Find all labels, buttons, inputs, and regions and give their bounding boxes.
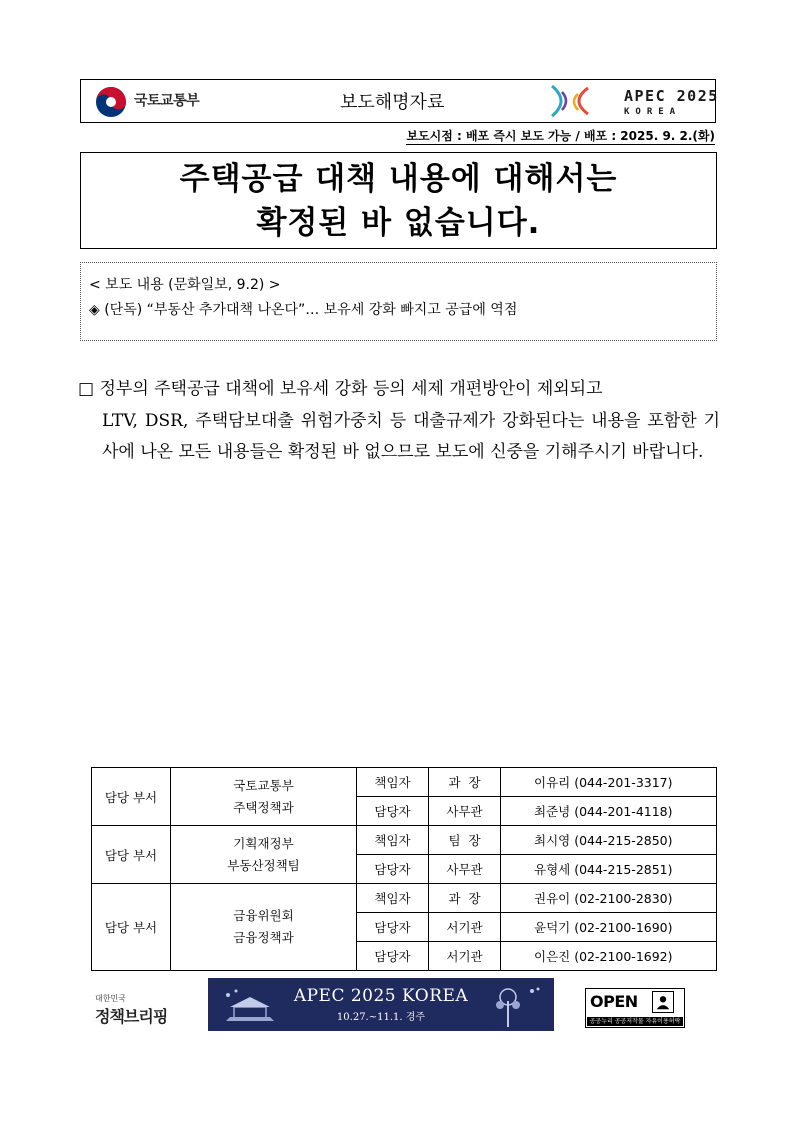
name-phone-cell: 최준녕 (044-201-4118) — [501, 797, 717, 826]
bullet-square-icon: □ — [78, 379, 95, 399]
title-cell: 과 장 — [429, 768, 501, 797]
apec-title: APEC 2025 — [624, 87, 719, 105]
title-box — [80, 152, 717, 249]
dept-name: 국토교통부 — [233, 777, 294, 793]
title-cell: 서기관 — [429, 942, 501, 971]
banner-tree-icon — [488, 983, 543, 1029]
title-cell: 과 장 — [429, 884, 501, 913]
title-line-2: 확정된 바 없습니다. — [256, 204, 541, 241]
report-source: < 보도 내용 (문화일보, 9.2) > — [89, 277, 281, 293]
contact-table — [91, 767, 717, 971]
title-cell: 사무관 — [429, 797, 501, 826]
body-rest: LTV, DSR, 주택담보대출 위험가중치 등 대출규제가 강화된다는 내용을 포함한 기사에 나온 모든 내용들은 확정된 바 없으므로 보도에 신중을 기해주시기 바랍니다. — [102, 410, 720, 462]
apec-subtitle: KOREA — [624, 107, 682, 117]
role-cell: 책임자 — [357, 768, 429, 797]
role-cell: 담당자 — [357, 913, 429, 942]
table-row — [92, 884, 717, 913]
dept-label-cell: 담당 부서 — [92, 768, 171, 826]
document-type: 보도해명자료 — [340, 92, 445, 113]
name-phone-cell: 권유이 (02-2100-2830) — [501, 884, 717, 913]
dept-label-cell: 담당 부서 — [92, 884, 171, 971]
open-license-caption: 공공누리 공공저작물 자유이용허락 — [587, 1017, 683, 1026]
dept-name: 기획재정부 — [233, 835, 294, 851]
body-paragraph — [78, 374, 720, 469]
name-phone-cell: 최시영 (044-215-2850) — [501, 826, 717, 855]
report-summary-box — [80, 262, 717, 341]
banner-pagoda-icon — [220, 985, 280, 1027]
apec-logo-icon — [548, 82, 592, 120]
body-first-line: 정부의 주택공급 대책에 보유세 강화 등의 세제 개편방안이 제외되고 — [99, 379, 603, 399]
report-headline: ◈ (단독) “부동산 추가대책 나온다”… 보유세 강화 빠지고 공급에 역점 — [89, 302, 518, 318]
dept-cell — [171, 884, 357, 971]
role-cell: 책임자 — [357, 826, 429, 855]
name-phone-cell: 윤덕기 (02-2100-1690) — [501, 913, 717, 942]
dept-division: 부동산정책팀 — [227, 857, 300, 873]
title-cell: 팀 장 — [429, 826, 501, 855]
banner-title: APEC 2025 KOREA — [293, 986, 469, 1006]
table-row — [92, 768, 717, 797]
name-phone-cell: 이유리 (044-201-3317) — [501, 768, 717, 797]
title-line-1: 주택공급 대책 내용에 대해서는 — [179, 160, 618, 197]
dept-cell — [171, 768, 357, 826]
role-cell: 담당자 — [357, 797, 429, 826]
policy-briefing-logo[interactable] — [95, 993, 167, 1027]
dept-division: 주택정책과 — [233, 799, 294, 815]
name-phone-cell: 이은진 (02-2100-1692) — [501, 942, 717, 971]
brief-logo-text: 정책브리핑 — [95, 1007, 168, 1026]
table-row — [92, 826, 717, 855]
name-phone-cell: 유형세 (044-215-2851) — [501, 855, 717, 884]
banner-date: 10.27.~11.1. 경주 — [336, 1012, 426, 1023]
role-cell: 담당자 — [357, 942, 429, 971]
role-cell: 담당자 — [357, 855, 429, 884]
open-license-word: OPEN — [590, 992, 638, 1011]
brief-logo-small: 대한민국 — [95, 994, 126, 1003]
ministry-name: 국토교통부 — [134, 93, 200, 109]
person-icon — [652, 991, 674, 1013]
dept-label-cell: 담당 부서 — [92, 826, 171, 884]
dept-division: 금융정책과 — [233, 930, 294, 945]
ministry-logo-icon — [95, 86, 127, 118]
title-cell: 서기관 — [429, 913, 501, 942]
title-cell: 사무관 — [429, 855, 501, 884]
dept-name: 금융위원회 — [233, 908, 294, 923]
role-cell: 책임자 — [357, 884, 429, 913]
release-info: 보도시점 : 배포 즉시 보도 가능 / 배포 : 2025. 9. 2.(화) — [406, 129, 715, 143]
dept-cell — [171, 826, 357, 884]
